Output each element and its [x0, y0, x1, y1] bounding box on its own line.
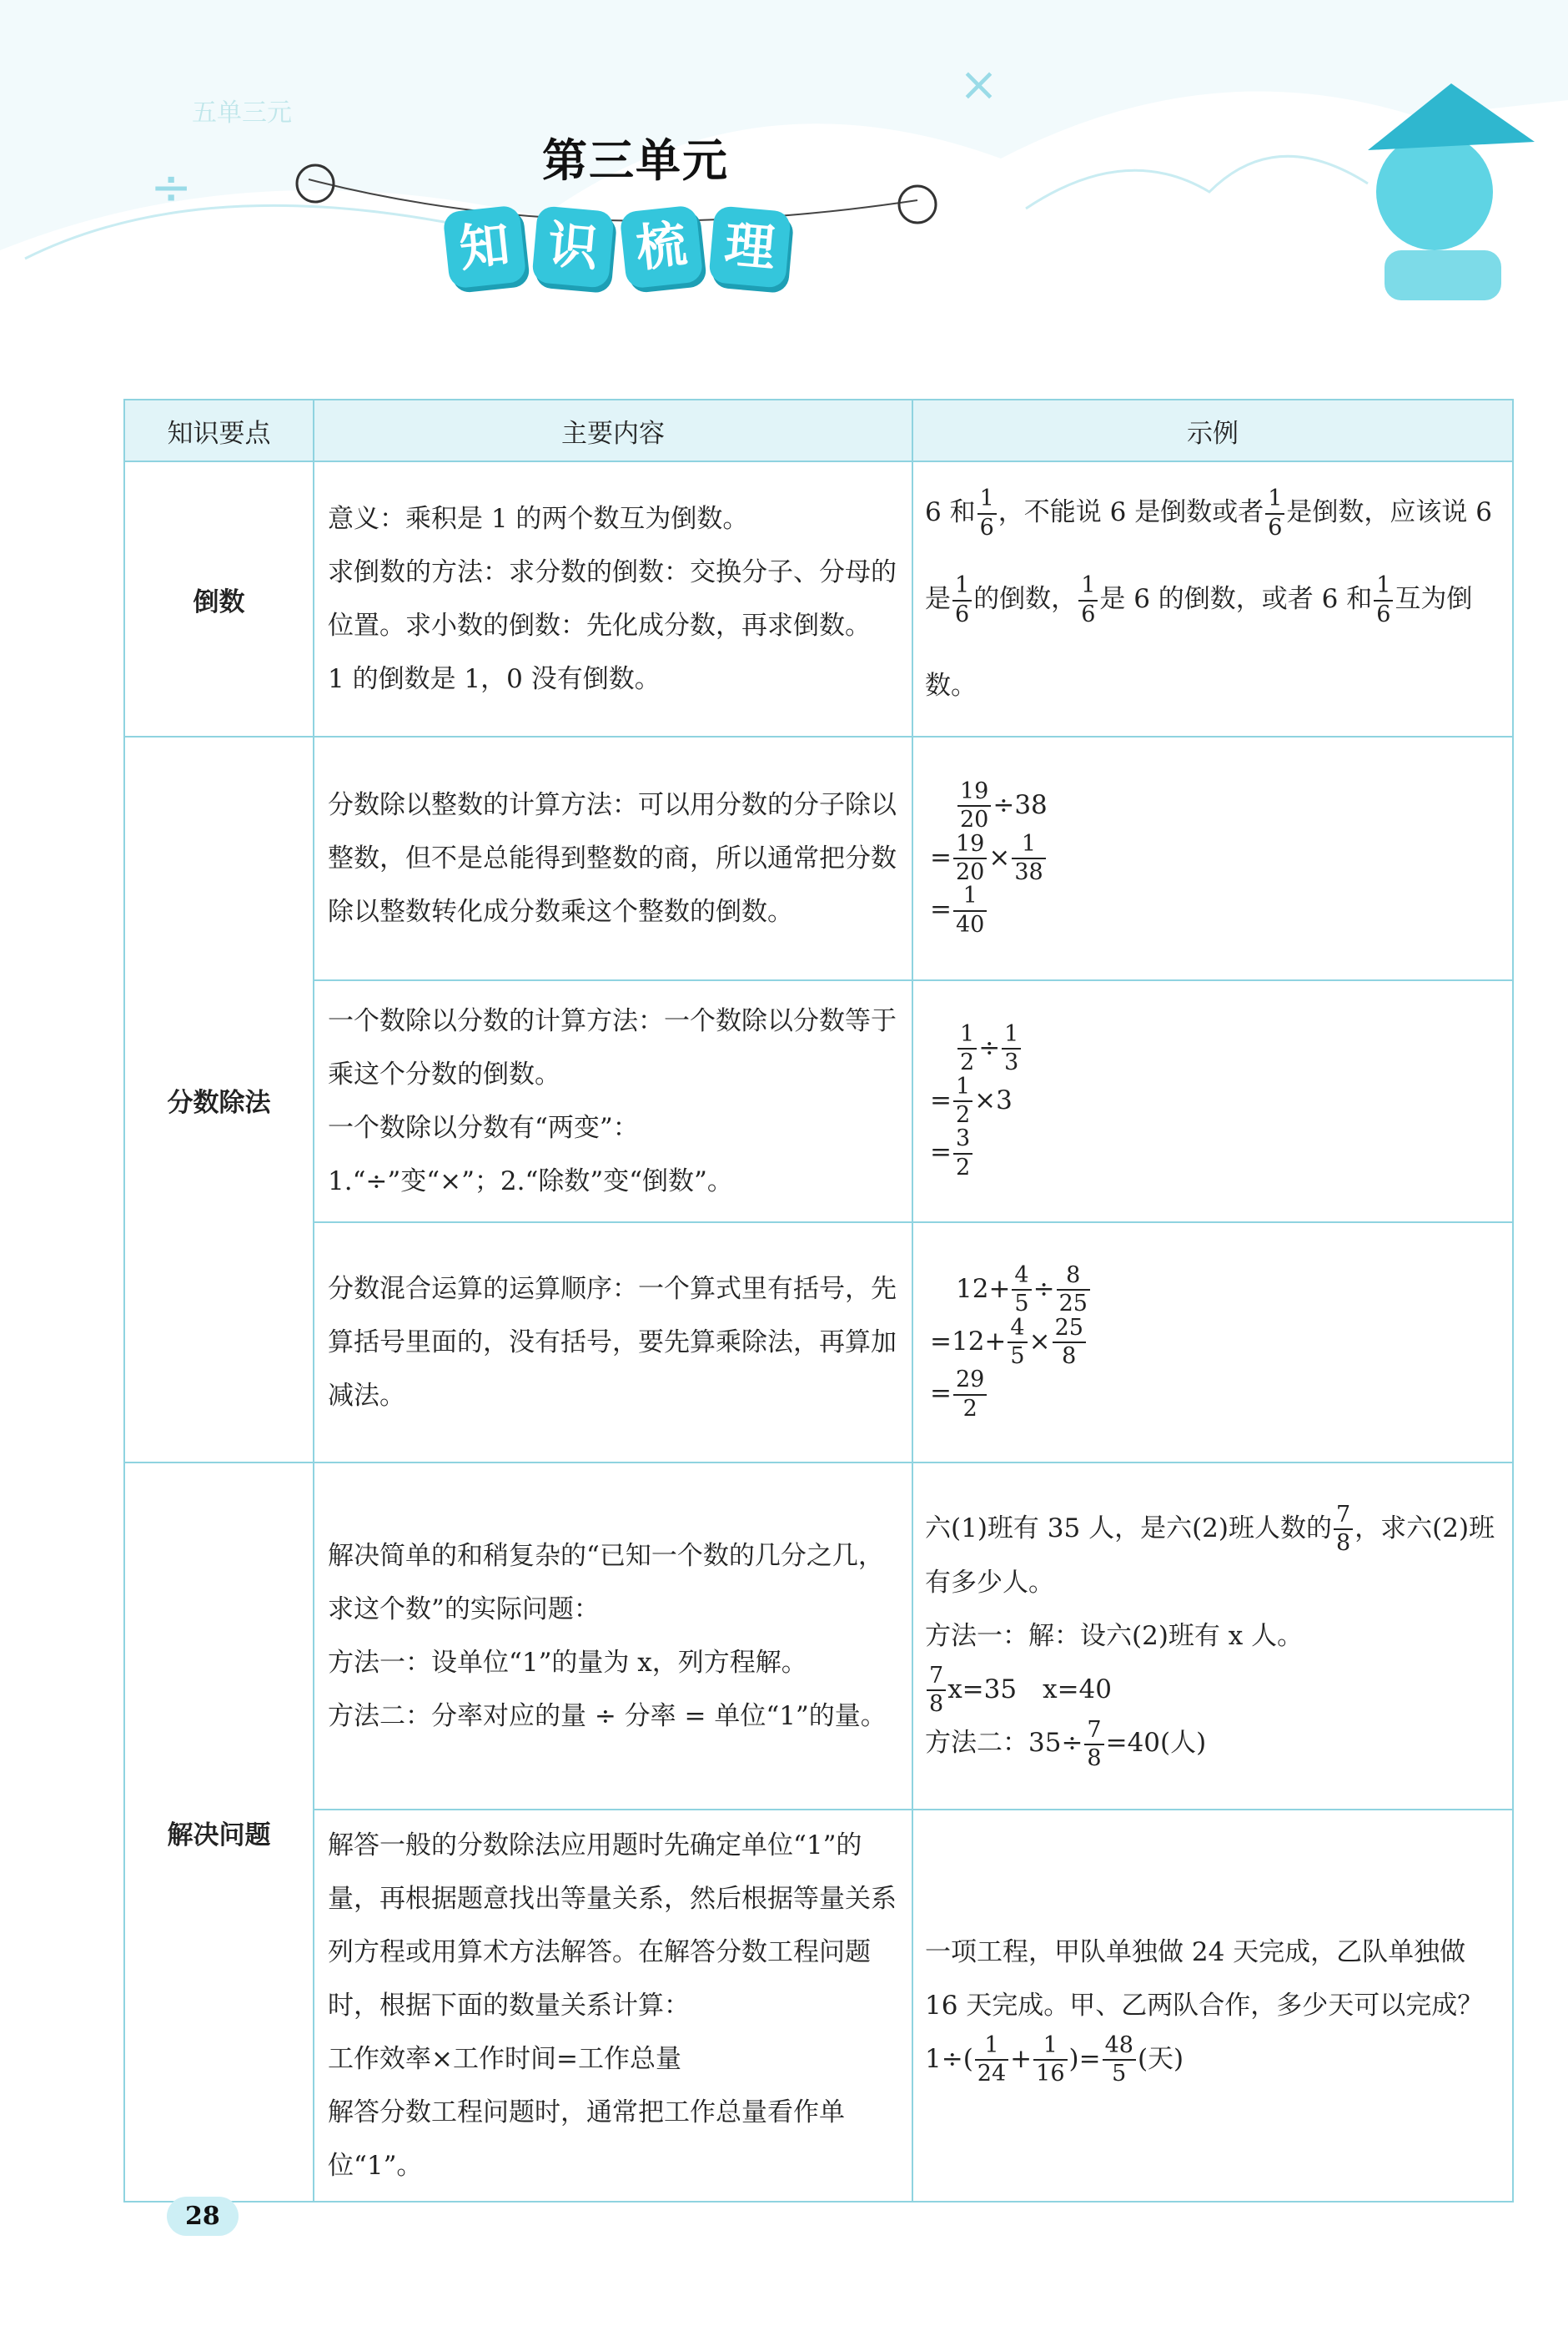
table-row: [124, 1810, 1513, 2202]
page-header: [0, 0, 1568, 350]
content-cell: 分数除以整数的计算方法：可以用分数的分子除以整数，但不是总能得到整数的商，所以通常把分数除以整数转化成分数乘这个整数的倒数。: [314, 737, 912, 980]
fraction: $\frac{19}{20}$: [953, 833, 987, 885]
content-line: 解答一般的分数除法应用题时先确定单位“1”的量，再根据题意找出等量关系，然后根据等量关系列方程或用算术方法解答。在解答分数工程问题时，根据下面的数量关系计算：: [328, 1830, 897, 2021]
content-line: 一个数除以分数有“两变”：: [328, 1113, 639, 1143]
content-line: 解答分数工程问题时，通常把工作总量看作单位“1”。: [328, 2097, 845, 2181]
svg-text:×: ×: [959, 58, 998, 112]
unit-title: 第三单元: [542, 134, 729, 187]
example-question: 一项工程，甲队单独做 24 天完成，乙队单独做 16 天完成。甲、乙两队合作，多少天可以完成？: [925, 1936, 1484, 2021]
fraction: $\frac{7}{8}$: [1334, 1503, 1353, 1556]
table-row: [124, 737, 1513, 980]
example-cell: [912, 1810, 1513, 2202]
content-line: 方法二：分率对应的量 ÷ 分率 = 单位“1”的量。: [328, 1701, 887, 1731]
calc-line: =12+ $\frac{4}{5}$ × $\frac{25}{8}$: [930, 1316, 1495, 1369]
example-line: 方法二：35÷ $\frac{7}{8}$ =40(人): [925, 1716, 1207, 1771]
fraction: $\frac{25}{8}$: [1053, 1316, 1086, 1369]
example-text: 6 和: [925, 497, 976, 527]
example-line: 方法一：解：设六(2)班有 x 人。: [925, 1620, 1304, 1651]
fraction: $\frac{8}{25}$: [1057, 1264, 1090, 1316]
column-header: 示例: [912, 400, 1513, 461]
content-line: 工作效率×工作时间=工作总量: [328, 2044, 681, 2074]
calc-line: = $\frac{3}{2}$: [930, 1127, 1495, 1180]
example-cell: [912, 737, 1513, 980]
example-text: 是 6 的倒数，或者 6 和: [1099, 584, 1373, 614]
section-title-char: 识: [531, 205, 615, 289]
table-row: [124, 461, 1513, 737]
content-line: 解决简单的和稍复杂的“已知一个数的几分之几，求这个数”的实际问题：: [328, 1541, 884, 1624]
fraction: $\frac{1}{3}$: [1002, 1023, 1021, 1075]
example-line: 1÷( $\frac{1}{24}$ + $\frac{1}{16}$ )= $\frac{48}{5}$ (天): [925, 2031, 1184, 2087]
example-text: 是倒数，应该说 6 是: [925, 497, 1492, 614]
section-title-char: 理: [708, 205, 792, 289]
fraction: $\frac{3}{2}$: [953, 1127, 972, 1180]
content-line: 一个数除以分数的计算方法：一个数除以分数等于乘这个分数的倒数。: [328, 1006, 897, 1090]
fraction: $\frac{1}{24}$: [975, 2034, 1008, 2087]
column-header: 知识要点: [124, 400, 314, 461]
fraction: $\frac{1}{6}$: [1265, 487, 1284, 540]
calc-line: = $\frac{1}{2}$ ×3: [930, 1073, 1013, 1128]
svg-text:÷: ÷: [150, 159, 193, 217]
category-cell: 分数除法: [124, 737, 314, 1462]
table-row: [124, 1462, 1513, 1810]
fraction: $\frac{7}{8}$: [1084, 1719, 1103, 1771]
calc-line: $\frac{1}{2}$ ÷ $\frac{1}{3}$: [930, 1023, 1495, 1075]
example-question: 六(1)班有 35 人，是六(2)班人数的 $\frac{7}{8}$ ，求六(2)班有多少人。: [925, 1501, 1495, 1598]
fraction: $\frac{29}{2}$: [953, 1368, 987, 1421]
example-cell: [912, 980, 1513, 1222]
category-cell: 解决问题: [124, 1462, 314, 2202]
example-text: 的倒数，: [973, 584, 1078, 614]
content-line: 意义：乘积是 1 的两个数互为倒数。: [328, 504, 749, 534]
knowledge-table: [123, 399, 1514, 2203]
fraction: $\frac{19}{20}$: [957, 780, 991, 833]
calc-line: = $\frac{29}{2}$: [930, 1368, 1495, 1421]
content-cell: 分数混合运算的运算顺序：一个算式里有括号，先算括号里面的，没有括号，要先算乘除法，再算加减法。: [314, 1222, 912, 1462]
fraction: $\frac{1}{38}$: [1012, 833, 1045, 885]
content-line: 方法一：设单位“1”的量为 x，列方程解。: [328, 1648, 807, 1678]
fraction: $\frac{1}{2}$: [953, 1075, 972, 1128]
decorative-text: 五单三元: [192, 98, 292, 128]
content-line: 1.“÷”变“×”；2.“除数”变“倒数”。: [328, 1166, 733, 1196]
fraction: $\frac{1}{6}$: [1078, 574, 1098, 627]
example-text: ，不能说 6 是倒数或者: [998, 497, 1264, 527]
fraction: $\frac{1}{6}$: [952, 574, 972, 627]
calc-line: 12+ $\frac{4}{5}$ ÷ $\frac{8}{25}$: [930, 1264, 1495, 1316]
example-cell: [912, 1462, 1513, 1810]
fraction: $\frac{48}{5}$: [1103, 2034, 1136, 2087]
fraction: $\frac{1}{2}$: [957, 1023, 977, 1075]
example-text: 互为倒数。: [925, 584, 1473, 701]
fraction: $\frac{1}{16}$: [1033, 2034, 1067, 2087]
section-title-char: 知: [442, 204, 526, 289]
content-line: 求倒数的方法：求分数的倒数：交换分子、分母的位置。求小数的倒数：先化成分数，再求倒数。: [328, 557, 897, 641]
content-cell: [314, 461, 912, 737]
column-header: 主要内容: [314, 400, 912, 461]
calc-line: $\frac{19}{20}$ ÷38: [930, 780, 1495, 833]
page-number: 28: [167, 2197, 239, 2236]
table-header-row: [124, 400, 1513, 461]
category-cell: 倒数: [124, 461, 314, 737]
example-cell: [912, 461, 1513, 737]
table-row: [124, 980, 1513, 1222]
fraction: $\frac{4}{5}$: [1008, 1316, 1027, 1369]
example-cell: [912, 1222, 1513, 1462]
header-decoration: [0, 0, 1568, 350]
example-line: $\frac{7}{8}$ x=35 x=40: [925, 1663, 1500, 1717]
fraction: $\frac{7}{8}$: [927, 1664, 946, 1717]
section-title-char: 梳: [619, 204, 703, 289]
content-cell: [314, 1462, 912, 1810]
fraction: $\frac{4}{5}$: [1012, 1264, 1031, 1316]
section-title: [446, 209, 788, 285]
table-row: [124, 1222, 1513, 1462]
fraction: $\frac{1}{6}$: [1374, 574, 1393, 627]
content-cell: [314, 980, 912, 1222]
fraction: $\frac{1}{6}$: [977, 487, 997, 540]
calc-line: = $\frac{19}{20}$ × $\frac{1}{38}$: [930, 833, 1495, 885]
fraction: $\frac{1}{40}$: [953, 884, 987, 937]
calc-line: = $\frac{1}{40}$: [930, 884, 1495, 937]
content-line: 1 的倒数是 1，0 没有倒数。: [328, 664, 661, 694]
content-cell: [314, 1810, 912, 2202]
